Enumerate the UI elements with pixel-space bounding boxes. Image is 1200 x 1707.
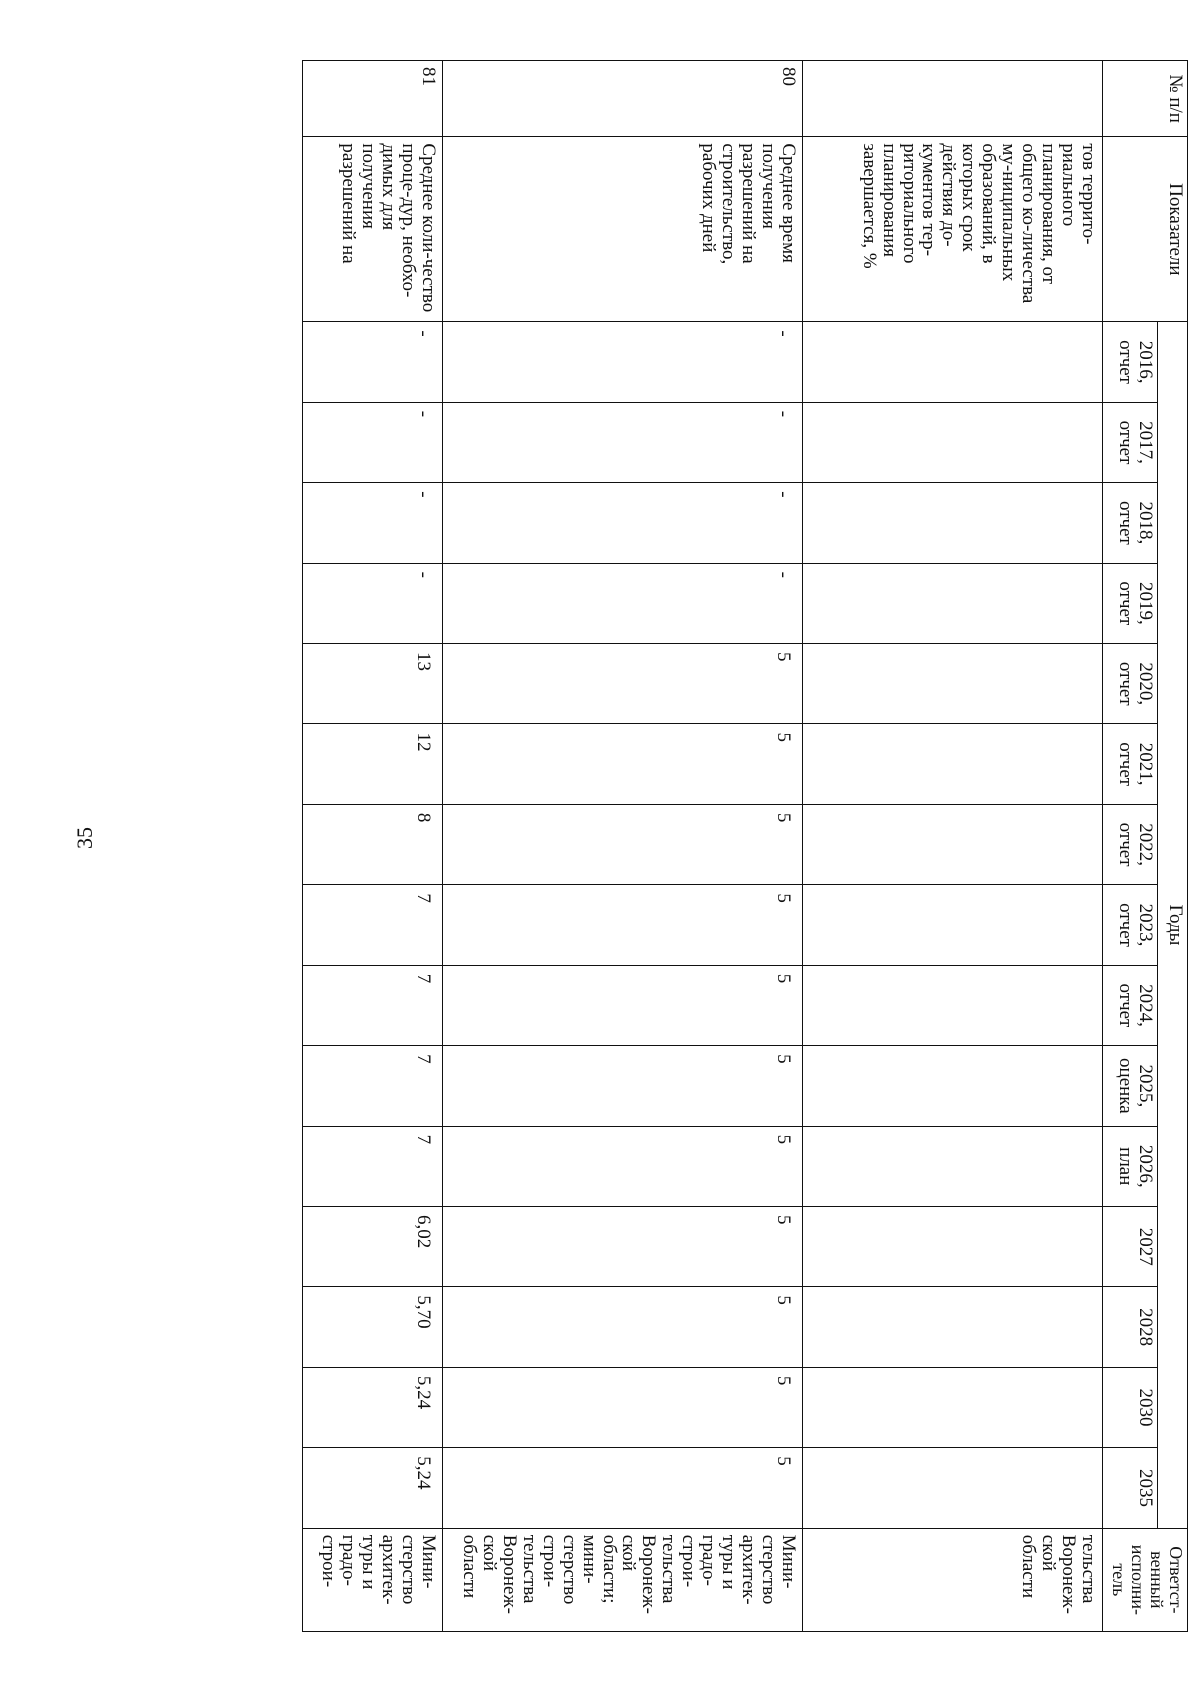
value-cell: 5: [443, 724, 803, 804]
value-cell: [803, 965, 1103, 1045]
header-indicators: Показатели: [1103, 137, 1188, 322]
value-cell: 5: [443, 885, 803, 965]
value-cell: [803, 644, 1103, 724]
header-year: 2017, отчет: [1103, 402, 1158, 482]
header-year: 2022, отчет: [1103, 804, 1158, 884]
row-number: 81: [303, 61, 443, 137]
indicator-text: Среднее коли-чество проце-дур, необхо-димых для получения разрешений на: [303, 137, 443, 322]
value-cell: [803, 1046, 1103, 1126]
header-num: № п/п: [1103, 61, 1188, 137]
value-cell: [803, 1207, 1103, 1287]
header-year: 2025, оценка: [1103, 1046, 1158, 1126]
page-number: 35: [72, 827, 97, 849]
value-cell: 5: [443, 1287, 803, 1367]
header-year: 2027: [1103, 1207, 1158, 1287]
header-year: 2026, план: [1103, 1126, 1158, 1206]
value-cell: 5: [443, 965, 803, 1045]
table-row: [303, 61, 443, 1632]
header-year: 2035: [1103, 1448, 1158, 1528]
value-cell: [803, 402, 1103, 482]
value-cell: 7: [303, 885, 443, 965]
header-years-group: Годы: [1158, 322, 1188, 1528]
value-cell: 5: [443, 1046, 803, 1126]
value-cell: 5: [443, 1207, 803, 1287]
value-cell: [803, 1126, 1103, 1206]
value-cell: 13: [303, 644, 443, 724]
indicators-table: [302, 60, 1188, 1632]
indicator-text: тов террито-риального планирования, от общего ко-личества му-ниципальных образований, в которых срок действия до-кументов тер-риториального планирования завершается, %: [803, 137, 1103, 322]
header-year: 2019, отчет: [1103, 563, 1158, 643]
responsible-text: Мини-стерство архитек-туры и градо-строи-тельства Воронеж-ской области; мини-стерство строи-тельства Воронеж-ской области: [443, 1528, 803, 1631]
value-cell: 5: [443, 1367, 803, 1447]
value-cell: [803, 483, 1103, 563]
value-cell: 7: [303, 1046, 443, 1126]
value-cell: -: [303, 563, 443, 643]
responsible-text: Мини-стерство архитек-туры и градо-строи-: [303, 1528, 443, 1631]
value-cell: [803, 885, 1103, 965]
value-cell: -: [443, 402, 803, 482]
value-cell: -: [443, 563, 803, 643]
value-cell: [803, 1367, 1103, 1447]
value-cell: 5: [443, 804, 803, 884]
header-year: 2021, отчет: [1103, 724, 1158, 804]
value-cell: [803, 1448, 1103, 1528]
row-number: [803, 61, 1103, 137]
table-row: [443, 61, 803, 1632]
value-cell: 5,24: [303, 1448, 443, 1528]
table-row: [803, 61, 1103, 1632]
value-cell: 5,70: [303, 1287, 443, 1367]
responsible-text: тельства Воронеж-ской области: [803, 1528, 1103, 1631]
value-cell: 5: [443, 1126, 803, 1206]
indicator-text: Среднее время получения разрешений на строительство, рабочих дней: [443, 137, 803, 322]
header-year: 2030: [1103, 1367, 1158, 1447]
header-responsible: Ответст-венный исполни-тель: [1103, 1528, 1188, 1631]
value-cell: 7: [303, 965, 443, 1045]
rotated-table-container: [118, 60, 1188, 1632]
value-cell: -: [303, 322, 443, 402]
value-cell: -: [443, 483, 803, 563]
value-cell: 5,24: [303, 1367, 443, 1447]
header-year: 2018, отчет: [1103, 483, 1158, 563]
value-cell: [803, 563, 1103, 643]
header-year: 2020, отчет: [1103, 644, 1158, 724]
value-cell: -: [443, 322, 803, 402]
value-cell: [803, 1287, 1103, 1367]
value-cell: -: [303, 402, 443, 482]
value-cell: 7: [303, 1126, 443, 1206]
value-cell: [803, 322, 1103, 402]
value-cell: 5: [443, 644, 803, 724]
value-cell: 8: [303, 804, 443, 884]
value-cell: 5: [443, 1448, 803, 1528]
row-number: 80: [443, 61, 803, 137]
header-year: 2023, отчет: [1103, 885, 1158, 965]
value-cell: 6,02: [303, 1207, 443, 1287]
header-year: 2016, отчет: [1103, 322, 1158, 402]
value-cell: 12: [303, 724, 443, 804]
value-cell: [803, 724, 1103, 804]
value-cell: [803, 804, 1103, 884]
header-year: 2024, отчет: [1103, 965, 1158, 1045]
value-cell: -: [303, 483, 443, 563]
header-year: 2028: [1103, 1287, 1158, 1367]
